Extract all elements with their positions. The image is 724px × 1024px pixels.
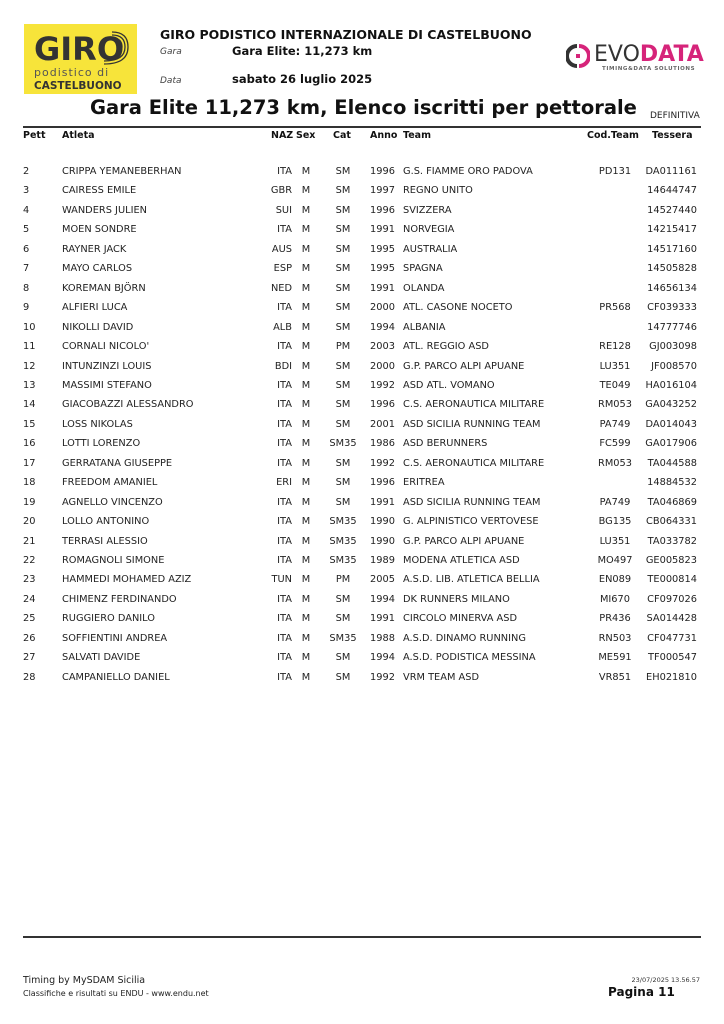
cell-sex: M xyxy=(301,593,311,605)
cell-team: G. ALPINISTICO VERTOVESE xyxy=(403,516,539,528)
cell-cod-team: PA749 xyxy=(599,496,631,508)
cell-tessera: TA046869 xyxy=(647,496,697,508)
cell-naz: AUS xyxy=(271,243,292,255)
cell-tessera: 14777746 xyxy=(647,321,697,333)
cell-cat: SM xyxy=(335,418,351,430)
cell-cod-team: PR568 xyxy=(599,302,631,314)
cell-team: G.S. FIAMME ORO PADOVA xyxy=(403,166,533,177)
cell-atleta: CAIRESS EMILE xyxy=(62,185,137,197)
cell-atleta: CHIMENZ FERDINANDO xyxy=(62,593,177,605)
cell-anno: 1986 xyxy=(370,438,395,450)
table-row xyxy=(0,477,724,496)
cell-cat: SM xyxy=(335,302,351,314)
cell-naz: ITA xyxy=(277,613,292,625)
col-cat: Cat xyxy=(333,130,351,141)
table-row xyxy=(0,497,724,516)
cell-naz: ITA xyxy=(277,496,292,508)
cell-naz: ESP xyxy=(273,263,292,275)
cell-naz: ITA xyxy=(277,593,292,605)
cell-tessera: EH021810 xyxy=(646,671,697,683)
cell-anno: 2000 xyxy=(370,360,395,372)
gara-label: Gara xyxy=(160,47,182,57)
cell-cat: SM xyxy=(335,321,351,333)
cell-atleta: NIKOLLI DAVID xyxy=(62,321,134,333)
cell-pett: 23 xyxy=(23,574,36,586)
cell-anno: 1997 xyxy=(370,185,395,197)
table-row xyxy=(0,302,724,321)
cell-sex: M xyxy=(301,321,311,333)
footer-timing: Timing by MySDAM Sicilia xyxy=(23,975,146,986)
cell-pett: 11 xyxy=(23,341,36,353)
cell-atleta: LOLLO ANTONINO xyxy=(62,516,150,528)
cell-cod-team: RN503 xyxy=(598,632,632,644)
cell-naz: ITA xyxy=(277,516,292,528)
table-row xyxy=(0,283,724,302)
logo-subtitle: podistico di xyxy=(34,66,110,79)
cell-cod-team: VR851 xyxy=(598,671,632,683)
cell-anno: 1992 xyxy=(370,457,395,469)
cell-pett: 20 xyxy=(23,516,36,528)
cell-team: NORVEGIA xyxy=(403,224,455,236)
evodata-logo xyxy=(566,44,706,74)
cell-tessera: HA016104 xyxy=(645,379,697,391)
cell-team: A.S.D. DINAMO RUNNING xyxy=(403,632,526,644)
cell-anno: 1994 xyxy=(370,652,395,664)
cell-naz: ERI xyxy=(276,477,292,489)
cell-pett: 28 xyxy=(23,671,36,683)
cell-tessera: 14656134 xyxy=(647,282,697,294)
cell-anno: 1996 xyxy=(370,399,395,411)
cell-team: MODENA ATLETICA ASD xyxy=(403,555,520,566)
cell-sex: M xyxy=(301,185,311,197)
cell-team: A.S.D. LIB. ATLETICA BELLIA xyxy=(403,574,540,586)
table-row xyxy=(0,361,724,380)
cell-team: AUSTRALIA xyxy=(403,243,458,255)
cell-pett: 6 xyxy=(23,243,30,255)
cell-anno: 1991 xyxy=(370,613,395,625)
col-atleta: Atleta xyxy=(62,130,95,141)
cell-cod-team: ME591 xyxy=(598,652,632,664)
cell-pett: 19 xyxy=(23,496,36,508)
cell-anno: 1994 xyxy=(370,593,395,605)
cell-sex: M xyxy=(301,282,311,294)
cell-cat: SM xyxy=(335,243,351,255)
cell-atleta: LOTTI LORENZO xyxy=(62,438,141,450)
cell-anno: 1990 xyxy=(370,535,395,547)
cell-team: SPAGNA xyxy=(403,263,443,275)
cell-atleta: MOEN SONDRE xyxy=(62,224,137,236)
cell-cat: SM xyxy=(335,224,351,236)
cell-team: ASD BERUNNERS xyxy=(403,438,488,450)
col-cod-team: Cod.Team xyxy=(587,130,639,141)
cell-atleta: CRIPPA YEMANEBERHAN xyxy=(62,166,182,177)
cell-team: ASD SICILIA RUNNING TEAM xyxy=(403,496,541,508)
col-team: Team xyxy=(403,130,431,141)
cell-team: ATL. CASONE NOCETO xyxy=(403,302,513,314)
cell-pett: 10 xyxy=(23,321,36,333)
cell-naz: ITA xyxy=(277,224,292,236)
cell-team: ALBANIA xyxy=(403,321,446,333)
cell-sex: M xyxy=(301,399,311,411)
cell-anno: 1992 xyxy=(370,671,395,683)
cell-sex: M xyxy=(301,671,311,683)
table-row xyxy=(0,458,724,477)
cell-tessera: SA014428 xyxy=(646,613,697,625)
cell-atleta: GIACOBAZZI ALESSANDRO xyxy=(62,399,194,411)
cell-pett: 27 xyxy=(23,652,36,664)
cell-sex: M xyxy=(301,652,311,664)
cell-cat: SM xyxy=(335,652,351,664)
table-row xyxy=(0,399,724,418)
cell-pett: 12 xyxy=(23,360,36,372)
cell-cat: SM xyxy=(335,496,351,508)
cell-cat: SM xyxy=(335,477,351,489)
giro-castelbuono-logo xyxy=(24,24,137,94)
footer-divider xyxy=(23,936,701,938)
table-row xyxy=(0,672,724,691)
cell-pett: 15 xyxy=(23,418,36,430)
data-label: Data xyxy=(160,76,182,86)
cell-sex: M xyxy=(301,496,311,508)
cell-tessera: 14644747 xyxy=(647,185,697,197)
evodata-tagline: TIMING&DATA SOLUTIONS xyxy=(602,66,696,72)
table-row xyxy=(0,205,724,224)
cell-tessera: 14527440 xyxy=(647,204,697,216)
cell-cod-team: PA749 xyxy=(599,418,631,430)
cell-sex: M xyxy=(301,224,311,236)
cell-anno: 1995 xyxy=(370,243,395,255)
table-row xyxy=(0,652,724,671)
cell-pett: 25 xyxy=(23,613,36,625)
cell-pett: 5 xyxy=(23,224,30,236)
cell-cat: SM xyxy=(335,204,351,216)
cell-naz: ITA xyxy=(277,535,292,547)
evodata-wordmark xyxy=(594,42,704,67)
cell-cat: SM xyxy=(335,457,351,469)
cell-naz: BDI xyxy=(274,360,292,372)
table-row xyxy=(0,438,724,457)
cell-team: REGNO UNITO xyxy=(403,185,473,197)
cell-atleta: TERRASI ALESSIO xyxy=(62,535,148,547)
cell-team: ASD SICILIA RUNNING TEAM xyxy=(403,418,541,430)
cell-sex: M xyxy=(301,302,311,314)
table-row xyxy=(0,536,724,555)
logo-giro-text: GIRO xyxy=(34,30,125,68)
cell-team: A.S.D. PODISTICA MESSINA xyxy=(403,652,536,664)
cell-anno: 2001 xyxy=(370,418,395,430)
cell-cod-team: LU351 xyxy=(599,535,631,547)
cell-anno: 1996 xyxy=(370,166,395,177)
cell-anno: 1992 xyxy=(370,379,395,391)
cell-atleta: SOFFIENTINI ANDREA xyxy=(62,632,168,644)
logo-town: CASTELBUONO xyxy=(34,80,122,92)
cell-naz: ITA xyxy=(277,555,292,566)
cell-cod-team: TE049 xyxy=(599,379,631,391)
cell-team: C.S. AERONAUTICA MILITARE xyxy=(403,399,545,411)
cell-cat: SM xyxy=(335,379,351,391)
cell-pett: 7 xyxy=(23,263,30,275)
cell-pett: 26 xyxy=(23,632,36,644)
cell-team: ATL. REGGIO ASD xyxy=(403,341,489,353)
cell-atleta: MAYO CARLOS xyxy=(62,263,133,275)
table-row xyxy=(0,613,724,632)
cell-atleta: WANDERS JULIEN xyxy=(62,204,147,216)
header-divider xyxy=(23,126,701,128)
cell-sex: M xyxy=(301,574,311,586)
table-row xyxy=(0,419,724,438)
cell-cod-team: MO497 xyxy=(597,555,633,566)
cell-naz: ITA xyxy=(277,166,292,177)
cell-atleta: RUGGIERO DANILO xyxy=(62,613,155,625)
cell-naz: SUI xyxy=(275,204,292,216)
cell-team: CIRCOLO MINERVA ASD xyxy=(403,613,518,625)
table-row xyxy=(0,380,724,399)
cell-anno: 1994 xyxy=(370,321,395,333)
table-row xyxy=(0,574,724,593)
cell-atleta: HAMMEDI MOHAMED AZIZ xyxy=(62,574,192,586)
cell-tessera: 14505828 xyxy=(647,263,697,275)
cell-anno: 1991 xyxy=(370,496,395,508)
cell-sex: M xyxy=(301,204,311,216)
cell-tessera: DA014043 xyxy=(645,418,697,430)
cell-sex: M xyxy=(301,379,311,391)
cell-naz: ITA xyxy=(277,671,292,683)
cell-tessera: TA044588 xyxy=(647,457,697,469)
cell-sex: M xyxy=(301,360,311,372)
col-anno: Anno xyxy=(370,130,398,141)
cell-tessera: CF097026 xyxy=(647,593,697,605)
cell-pett: 8 xyxy=(23,282,30,294)
cell-cod-team: EN089 xyxy=(598,574,632,586)
cell-anno: 2003 xyxy=(370,341,395,353)
cell-cod-team: FC599 xyxy=(599,438,631,450)
table-row xyxy=(0,244,724,263)
evodata-mark-icon xyxy=(566,44,590,68)
cell-cat: SM xyxy=(335,185,351,197)
footer-timestamp: 23/07/2025 13.56.57 xyxy=(631,976,700,984)
cell-naz: TUN xyxy=(271,574,292,586)
cell-pett: 24 xyxy=(23,593,36,605)
evodata-word-data: DATA xyxy=(639,42,704,67)
cell-atleta: SALVATI DAVIDE xyxy=(62,652,141,664)
cell-cat: PM xyxy=(335,341,351,353)
cell-pett: 13 xyxy=(23,379,36,391)
cell-pett: 2 xyxy=(23,166,30,177)
cell-naz: ALB xyxy=(273,321,292,333)
cell-tessera: CB064331 xyxy=(646,516,697,528)
cell-cod-team: MI670 xyxy=(599,593,631,605)
cell-cat: SM xyxy=(335,593,351,605)
col-sex: Sex xyxy=(296,130,316,141)
cell-team: OLANDA xyxy=(403,282,445,294)
cell-anno: 1996 xyxy=(370,204,395,216)
cell-naz: ITA xyxy=(277,457,292,469)
cell-anno: 2000 xyxy=(370,302,395,314)
cell-anno: 1996 xyxy=(370,477,395,489)
table-row xyxy=(0,185,724,204)
cell-cat: SM35 xyxy=(329,438,357,450)
cell-sex: M xyxy=(301,516,311,528)
cell-sex: M xyxy=(301,613,311,625)
cell-sex: M xyxy=(301,457,311,469)
cell-pett: 21 xyxy=(23,535,36,547)
cell-tessera: GE005823 xyxy=(645,555,697,566)
gara-value: Gara Elite: 11,273 km xyxy=(232,44,373,58)
cell-naz: GBR xyxy=(270,185,292,197)
cell-team: DK RUNNERS MILANO xyxy=(403,593,510,605)
table-row xyxy=(0,633,724,652)
cell-atleta: AGNELLO VINCENZO xyxy=(62,496,163,508)
cell-cat: SM35 xyxy=(329,535,357,547)
cell-cod-team: RE128 xyxy=(599,341,631,353)
cell-cat: SM xyxy=(335,263,351,275)
cell-tessera: CF039333 xyxy=(647,302,697,314)
cell-naz: ITA xyxy=(277,632,292,644)
cell-cod-team: PR436 xyxy=(599,613,631,625)
cell-tessera: GA017906 xyxy=(645,438,697,450)
cell-atleta: FREEDOM AMANIEL xyxy=(62,477,158,489)
cell-cat: SM xyxy=(335,360,351,372)
cell-sex: M xyxy=(301,632,311,644)
cell-atleta: ALFIERI LUCA xyxy=(62,302,128,314)
cell-pett: 3 xyxy=(23,185,30,197)
cell-sex: M xyxy=(301,243,311,255)
table-row xyxy=(0,166,724,185)
footer-results-link: Classifiche e risultati su ENDU - www.endu.net xyxy=(23,989,209,998)
cell-pett: 16 xyxy=(23,438,36,450)
cell-team: C.S. AERONAUTICA MILITARE xyxy=(403,457,545,469)
cell-cod-team: LU351 xyxy=(599,360,631,372)
logo-track-lines-icon xyxy=(102,30,132,66)
cell-tessera: TE000814 xyxy=(647,574,697,586)
cell-anno: 1991 xyxy=(370,224,395,236)
cell-pett: 17 xyxy=(23,457,36,469)
cell-atleta: CAMPANIELLO DANIEL xyxy=(62,671,170,683)
cell-naz: ITA xyxy=(277,438,292,450)
cell-atleta: CORNALI NICOLO' xyxy=(62,341,150,353)
cell-cat: SM xyxy=(335,671,351,683)
cell-tessera: 14215417 xyxy=(647,224,697,236)
evodata-word-evo: EVO xyxy=(594,42,640,67)
cell-anno: 1989 xyxy=(370,555,395,566)
cell-team: G.P. PARCO ALPI APUANE xyxy=(403,360,525,372)
cell-pett: 18 xyxy=(23,477,36,489)
cell-atleta: ROMAGNOLI SIMONE xyxy=(62,555,165,566)
cell-cat: PM xyxy=(335,574,351,586)
cell-pett: 14 xyxy=(23,399,36,411)
cell-cod-team: RM053 xyxy=(598,457,632,469)
cell-atleta: LOSS NIKOLAS xyxy=(62,418,133,430)
cell-naz: NED xyxy=(270,282,292,294)
cell-cod-team: BG135 xyxy=(598,516,632,528)
cell-team: G.P. PARCO ALPI APUANE xyxy=(403,535,525,547)
cell-pett: 4 xyxy=(23,204,30,216)
cell-cat: SM xyxy=(335,166,351,177)
cell-atleta: GERRATANA GIUSEPPE xyxy=(62,457,173,469)
col-naz: NAZ xyxy=(271,130,294,141)
table-row xyxy=(0,341,724,360)
cell-team: SVIZZERA xyxy=(403,204,452,216)
cell-naz: ITA xyxy=(277,652,292,664)
cell-sex: M xyxy=(301,555,311,566)
cell-cat: SM35 xyxy=(329,555,357,566)
cell-tessera: CF047731 xyxy=(647,632,697,644)
cell-sex: M xyxy=(301,535,311,547)
cell-anno: 2005 xyxy=(370,574,395,586)
cell-atleta: INTUNZINZI LOUIS xyxy=(62,360,152,372)
cell-atleta: MASSIMI STEFANO xyxy=(62,379,152,391)
table-row xyxy=(0,594,724,613)
cell-tessera: 14517160 xyxy=(647,243,697,255)
table-row xyxy=(0,555,724,574)
cell-sex: M xyxy=(301,418,311,430)
cell-anno: 1990 xyxy=(370,516,395,528)
cell-atleta: RAYNER JACK xyxy=(62,243,127,255)
col-tessera: Tessera xyxy=(652,130,693,141)
cell-cod-team: RM053 xyxy=(598,399,632,411)
table-row xyxy=(0,322,724,341)
cell-anno: 1991 xyxy=(370,282,395,294)
cell-anno: 1995 xyxy=(370,263,395,275)
data-value: sabato 26 luglio 2025 xyxy=(232,72,373,86)
cell-tessera: 14884532 xyxy=(647,477,697,489)
cell-sex: M xyxy=(301,438,311,450)
cell-naz: ITA xyxy=(277,418,292,430)
cell-naz: ITA xyxy=(277,341,292,353)
cell-team: ASD ATL. VOMANO xyxy=(403,379,495,391)
cell-sex: M xyxy=(301,166,311,177)
table-row xyxy=(0,516,724,535)
cell-team: VRM TEAM ASD xyxy=(403,671,479,683)
cell-anno: 1988 xyxy=(370,632,395,644)
cell-pett: 9 xyxy=(23,302,30,314)
cell-tessera: GJ003098 xyxy=(649,341,697,353)
cell-tessera: JF008570 xyxy=(651,360,697,372)
cell-sex: M xyxy=(301,263,311,275)
table-row xyxy=(0,224,724,243)
cell-naz: ITA xyxy=(277,379,292,391)
cell-tessera: DA011161 xyxy=(645,166,697,177)
cell-cat: SM35 xyxy=(329,632,357,644)
cell-tessera: GA043252 xyxy=(645,399,697,411)
cell-naz: ITA xyxy=(277,302,292,314)
cell-cat: SM35 xyxy=(329,516,357,528)
cell-tessera: TA033782 xyxy=(647,535,697,547)
cell-sex: M xyxy=(301,341,311,353)
page-number: Pagina 11 xyxy=(608,985,675,999)
cell-pett: 22 xyxy=(23,555,36,566)
cell-tessera: TF000547 xyxy=(647,652,697,664)
cell-cat: SM xyxy=(335,613,351,625)
cell-naz: ITA xyxy=(277,399,292,411)
table-row xyxy=(0,263,724,282)
cell-team: ERITREA xyxy=(403,477,445,489)
cell-cat: SM xyxy=(335,399,351,411)
status-badge: DEFINITIVA xyxy=(650,111,700,121)
cell-atleta: KOREMAN BJÖRN xyxy=(62,282,146,294)
cell-sex: M xyxy=(301,477,311,489)
col-pett: Pett xyxy=(23,130,46,141)
cell-cat: SM xyxy=(335,282,351,294)
cell-cod-team: PD131 xyxy=(598,166,632,177)
event-title: GIRO PODISTICO INTERNAZIONALE DI CASTELBUONO xyxy=(160,27,532,42)
page-title: Gara Elite 11,273 km, Elenco iscritti per pettorale xyxy=(90,96,637,119)
